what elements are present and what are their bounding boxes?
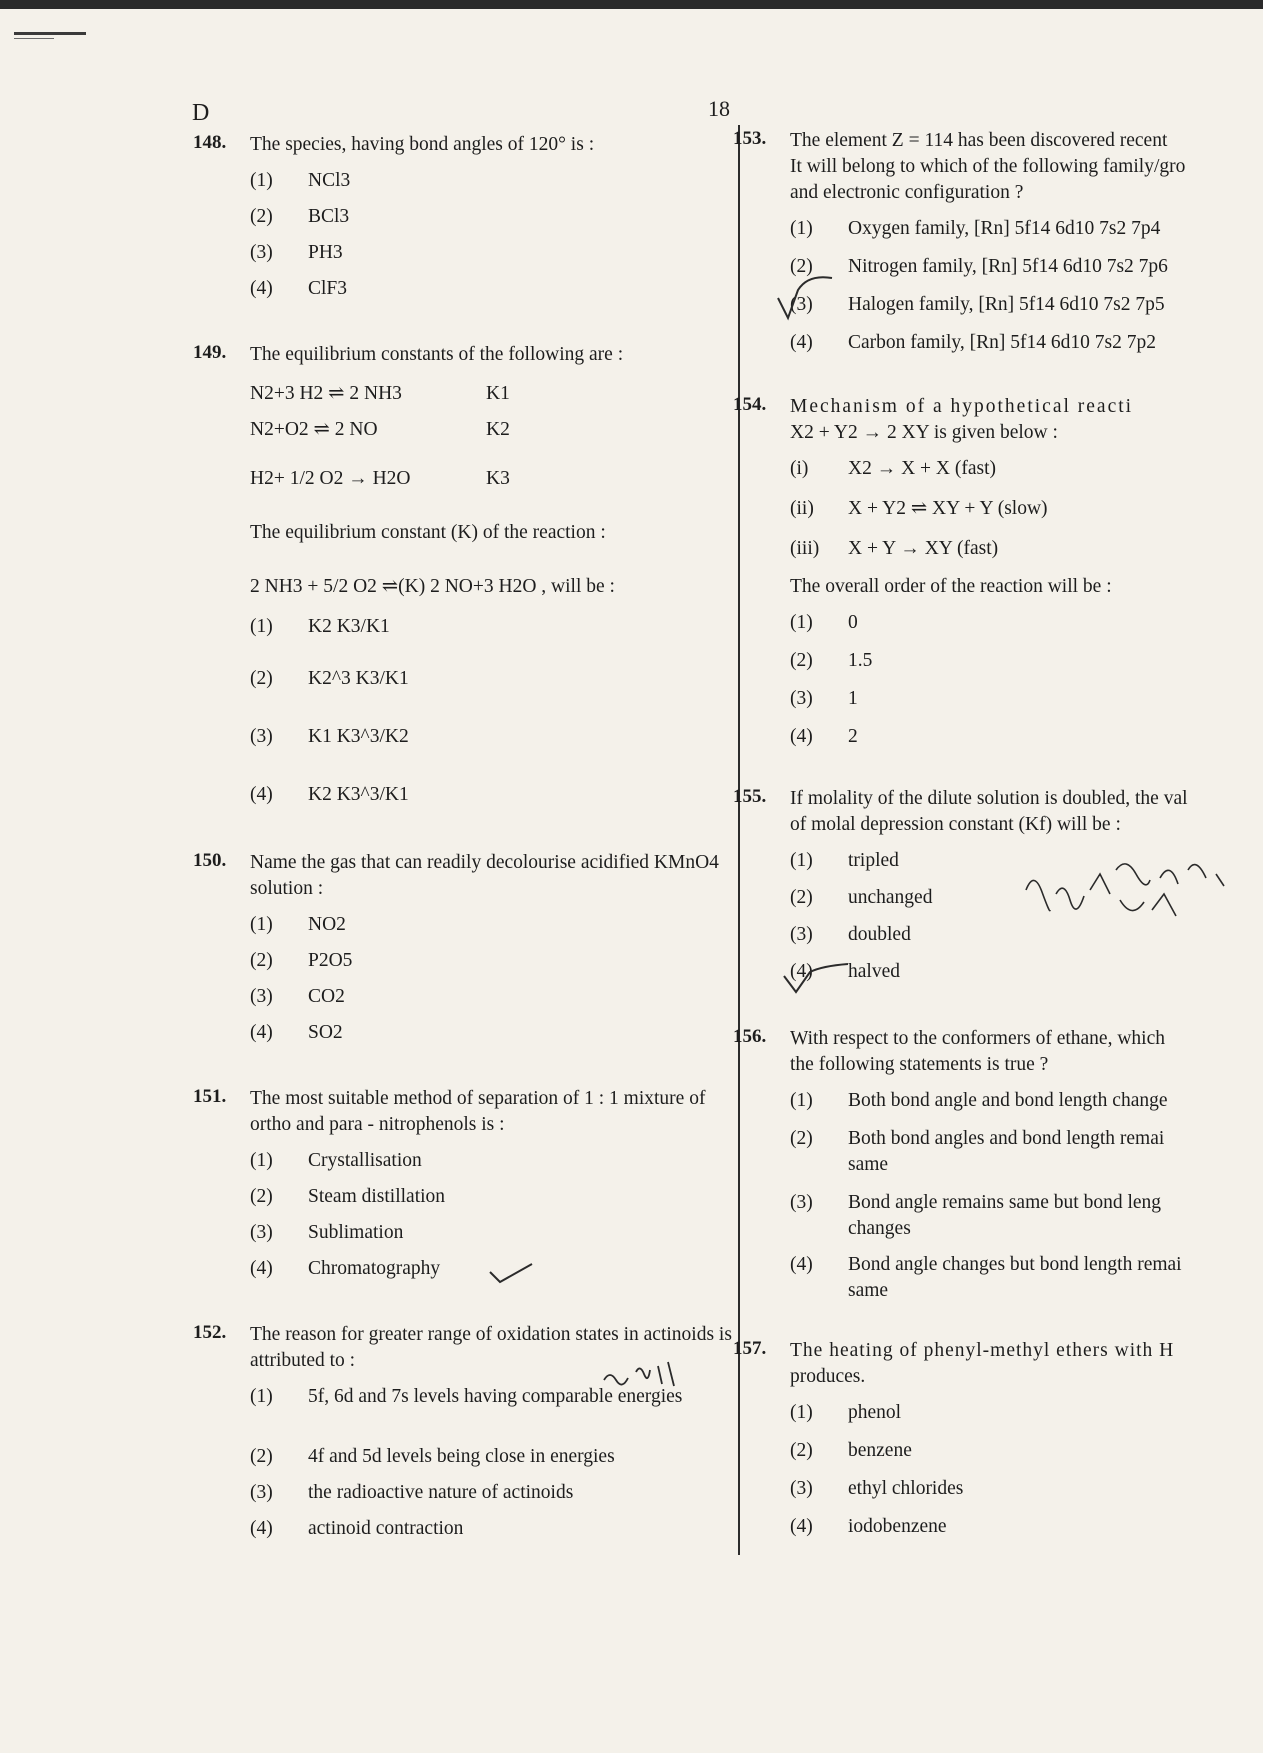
question-number: 152. [193, 1322, 227, 1343]
step-text: X + Y2 ⇌ XY + Y (slow) [848, 498, 1048, 519]
options [733, 1088, 1253, 1308]
option-text: 5f, 6d and 7s levels having comparable energies [308, 1386, 683, 1407]
option-3[interactable]: (3) 1 [733, 686, 1253, 724]
question-text-line-2: X2 + Y2 → 2 XY is given below : [790, 422, 1058, 443]
step-text: X + Y → XY (fast) [848, 538, 999, 559]
option-3[interactable]: (3) the radioactive nature of actinoids [193, 1480, 733, 1516]
option-1[interactable]: (1) Oxygen family, [Rn] 5f14 6d10 7s2 7p4 [733, 216, 1253, 254]
option-2[interactable]: (2) 1.5 [733, 648, 1253, 686]
option-text: Sublimation [308, 1222, 404, 1243]
step-text: X2 → X + X (fast) [848, 458, 997, 479]
option-text: 1.5 [848, 650, 873, 671]
option-1[interactable]: (1) NO2 [193, 912, 733, 948]
option-text: NCl3 [308, 170, 351, 191]
option-2[interactable]: (2) K2^3 K3/K1 [193, 666, 733, 724]
question-number: 150. [193, 850, 227, 871]
question-text-line-3: and electronic configuration ? [790, 182, 1024, 203]
option-4[interactable]: (4) 2 [733, 724, 1253, 762]
option-text: BCl3 [308, 206, 350, 227]
option-text: phenol [848, 1402, 902, 1423]
step-3: (iii) X + Y → XY (fast) [733, 536, 1253, 572]
question-number: 148. [193, 132, 227, 153]
option-2[interactable]: (2) Both bond angles and bond length remai same [733, 1126, 1253, 1190]
option-text: the radioactive nature of actinoids [308, 1482, 574, 1503]
question-text-line-2: of molal depression constant (Kf) will be : [790, 814, 1121, 835]
equilibrium-equations [250, 376, 733, 510]
question-number: 156. [733, 1026, 767, 1047]
option-3[interactable]: (3) Bond angle remains same but bond leng changes [733, 1190, 1253, 1252]
question-149 [193, 342, 733, 826]
question-text: The most suitable method of separation of 1 : 1 mixture of ortho and para - nitrophenols is : [250, 1088, 706, 1135]
top-edge-bar [0, 0, 1263, 9]
equation-3 [250, 448, 733, 510]
step-1: (i) X2 → X + X (fast) [733, 456, 1253, 496]
option-text: K2 K3^3/K1 [308, 784, 409, 805]
equation-1 [250, 376, 733, 412]
option-2[interactable]: (2) 4f and 5d levels being close in energies [193, 1444, 733, 1480]
checkmark-icon [776, 272, 836, 322]
question-number: 151. [193, 1086, 227, 1107]
question-153 [733, 128, 1253, 368]
question-157 [733, 1338, 1253, 1552]
question-148 [193, 132, 733, 312]
option-text: halved [848, 961, 900, 982]
option-4[interactable]: (4) halved [733, 959, 1253, 996]
option-2[interactable]: (2) Nitrogen family, [Rn] 5f14 6d10 7s2 7p6 [733, 254, 1253, 292]
question-152 [193, 1322, 733, 1552]
option-text: Carbon family, [Rn] 5f14 6d10 7s2 7p2 [848, 332, 1156, 353]
option-4[interactable]: (4) ClF3 [193, 276, 733, 312]
scribble-icon [600, 1360, 680, 1390]
checkmark-icon [488, 1262, 534, 1284]
option-3[interactable]: (3) Sublimation [193, 1220, 733, 1256]
option-text: Both bond angles and bond length remai same [848, 1128, 1165, 1175]
checkmark-icon [782, 962, 852, 1000]
option-text: actinoid contraction [308, 1518, 464, 1539]
question-156 [733, 1026, 1253, 1308]
equation-2 [250, 412, 733, 448]
equation-expr: N2+3 H2 ⇌ 2 NH3 [250, 383, 402, 404]
option-4[interactable]: (4) SO2 [193, 1020, 733, 1056]
option-3[interactable]: (3) CO2 [193, 984, 733, 1020]
option-text: benzene [848, 1440, 912, 1461]
option-text: 2 [848, 726, 858, 747]
equation-expr: N2+O2 ⇌ 2 NO [250, 419, 378, 440]
option-text: Chromatography [308, 1258, 441, 1279]
option-4[interactable]: (4) Chromatography [193, 1256, 733, 1292]
question-text-line-1: With respect to the conformers of ethane, which [790, 1028, 1165, 1049]
option-text: 1 [848, 688, 858, 709]
question-text: Name the gas that can readily decolourise acidified KMnO4 solution : [250, 852, 719, 899]
question-text: The reason for greater range of oxidation states in actinoids is attributed to : [250, 1324, 732, 1371]
option-text: Bond angle remains same but bond leng changes [848, 1192, 1162, 1239]
option-text: Both bond angle and bond length change [848, 1090, 1168, 1111]
question-text-line-1: If molality of the dilute solution is doubled, the val [790, 788, 1188, 809]
option-text: P2O5 [308, 950, 353, 971]
question-number: 149. [193, 342, 227, 363]
option-text: NO2 [308, 914, 346, 935]
option-text: K2^3 K3/K1 [308, 668, 409, 689]
question-number: 154. [733, 394, 767, 415]
mechanism-steps [733, 456, 1253, 572]
option-3[interactable]: (3) doubled [733, 922, 1253, 959]
question-150 [193, 850, 733, 1056]
option-2[interactable]: (2) benzene [733, 1438, 1253, 1476]
top-rule [14, 32, 86, 35]
set-code: D [192, 100, 210, 126]
option-text: 4f and 5d levels being close in energies [308, 1446, 615, 1467]
option-text: K2 K3/K1 [308, 616, 390, 637]
question-154 [733, 394, 1253, 762]
option-text: ClF3 [308, 278, 348, 299]
options [733, 1400, 1253, 1552]
option-4[interactable]: (4) Bond angle changes but bond length remai same [733, 1252, 1253, 1308]
option-3[interactable]: (3) ethyl chlorides [733, 1476, 1253, 1514]
options [193, 1384, 733, 1552]
option-3[interactable]: (3) Halogen family, [Rn] 5f14 6d10 7s2 7p5 [733, 292, 1253, 330]
equation-constant: K1 [486, 383, 510, 404]
option-4[interactable]: (4) K2 K3^3/K1 [193, 782, 733, 826]
option-text: Oxygen family, [Rn] 5f14 6d10 7s2 7p4 [848, 218, 1161, 239]
options [193, 168, 733, 312]
option-text: 0 [848, 612, 858, 633]
equation-expr: H2+ 1/2 O2 → H2O [250, 468, 411, 489]
question-text: The species, having bond angles of 120° is : [250, 134, 595, 155]
option-text: iodobenzene [848, 1516, 947, 1537]
question-text-line-2: the following statements is true ? [790, 1054, 1049, 1075]
question-text-line-2: It will belong to which of the following family/gro [790, 156, 1186, 177]
options [193, 1148, 733, 1292]
equation-constant: K2 [486, 419, 510, 440]
option-2[interactable]: (2) Steam distillation [193, 1184, 733, 1220]
question-text-line-1: The heating of phenyl-methyl ethers with H [790, 1340, 1175, 1361]
option-text: ethyl chlorides [848, 1478, 964, 1499]
page-number: 18 [708, 96, 730, 121]
option-1[interactable]: (1) Crystallisation [193, 1148, 733, 1184]
option-text: SO2 [308, 1022, 343, 1043]
top-rule-thin [14, 38, 54, 39]
question-number: 153. [733, 128, 767, 149]
option-1[interactable]: (1) tripled [733, 848, 1253, 885]
option-1[interactable]: (1) phenol [733, 1400, 1253, 1438]
option-2[interactable]: (2) unchanged [733, 885, 1253, 922]
question-subtext: The overall order of the reaction will be : [790, 576, 1112, 597]
target-reaction: 2 NH3 + 5/2 O2 ⇌(K) 2 NO+3 H2O , will be : [250, 576, 615, 597]
option-text: Steam distillation [308, 1186, 446, 1207]
option-2[interactable]: (2) P2O5 [193, 948, 733, 984]
question-number: 155. [733, 786, 767, 807]
option-text: Bond angle changes but bond length remai same [848, 1254, 1182, 1301]
option-text: Crystallisation [308, 1150, 422, 1171]
options [193, 912, 733, 1056]
option-text: unchanged [848, 887, 933, 908]
option-4[interactable]: (4) Carbon family, [Rn] 5f14 6d10 7s2 7p2 [733, 330, 1253, 368]
option-text: Halogen family, [Rn] 5f14 6d10 7s2 7p5 [848, 294, 1165, 315]
options [193, 614, 733, 826]
question-text: The equilibrium constants of the following are : [250, 344, 624, 365]
option-4[interactable]: (4) actinoid contraction [193, 1516, 733, 1552]
option-text: PH3 [308, 242, 343, 263]
scribble-icon [1020, 850, 1230, 940]
option-text: CO2 [308, 986, 345, 1007]
option-4[interactable]: (4) iodobenzene [733, 1514, 1253, 1552]
option-1[interactable]: (1) 5f, 6d and 7s levels having comparable energies [193, 1384, 733, 1444]
option-3[interactable]: (3) K1 K3^3/K2 [193, 724, 733, 782]
option-text: tripled [848, 850, 899, 871]
question-subtext: The equilibrium constant (K) of the reaction : [250, 522, 606, 543]
question-text-line-2: produces. [790, 1366, 866, 1387]
option-1[interactable]: (1) K2 K3/K1 [193, 614, 733, 666]
question-151 [193, 1086, 733, 1292]
option-3[interactable]: (3) PH3 [193, 240, 733, 276]
option-1[interactable]: (1) 0 [733, 610, 1253, 648]
option-text: doubled [848, 924, 911, 945]
option-1[interactable]: (1) NCl3 [193, 168, 733, 204]
question-number: 157. [733, 1338, 767, 1359]
options [733, 610, 1253, 762]
option-2[interactable]: (2) BCl3 [193, 204, 733, 240]
step-2: (ii) X + Y2 ⇌ XY + Y (slow) [733, 496, 1253, 536]
equation-constant: K3 [486, 468, 510, 489]
option-text: K1 K3^3/K2 [308, 726, 409, 747]
question-text-line-1: The element Z = 114 has been discovered recent [790, 130, 1168, 151]
option-1[interactable]: (1) Both bond angle and bond length change [733, 1088, 1253, 1126]
question-text-line-1: Mechanism of a hypothetical reacti [790, 396, 1134, 417]
option-text: Nitrogen family, [Rn] 5f14 6d10 7s2 7p6 [848, 256, 1168, 277]
